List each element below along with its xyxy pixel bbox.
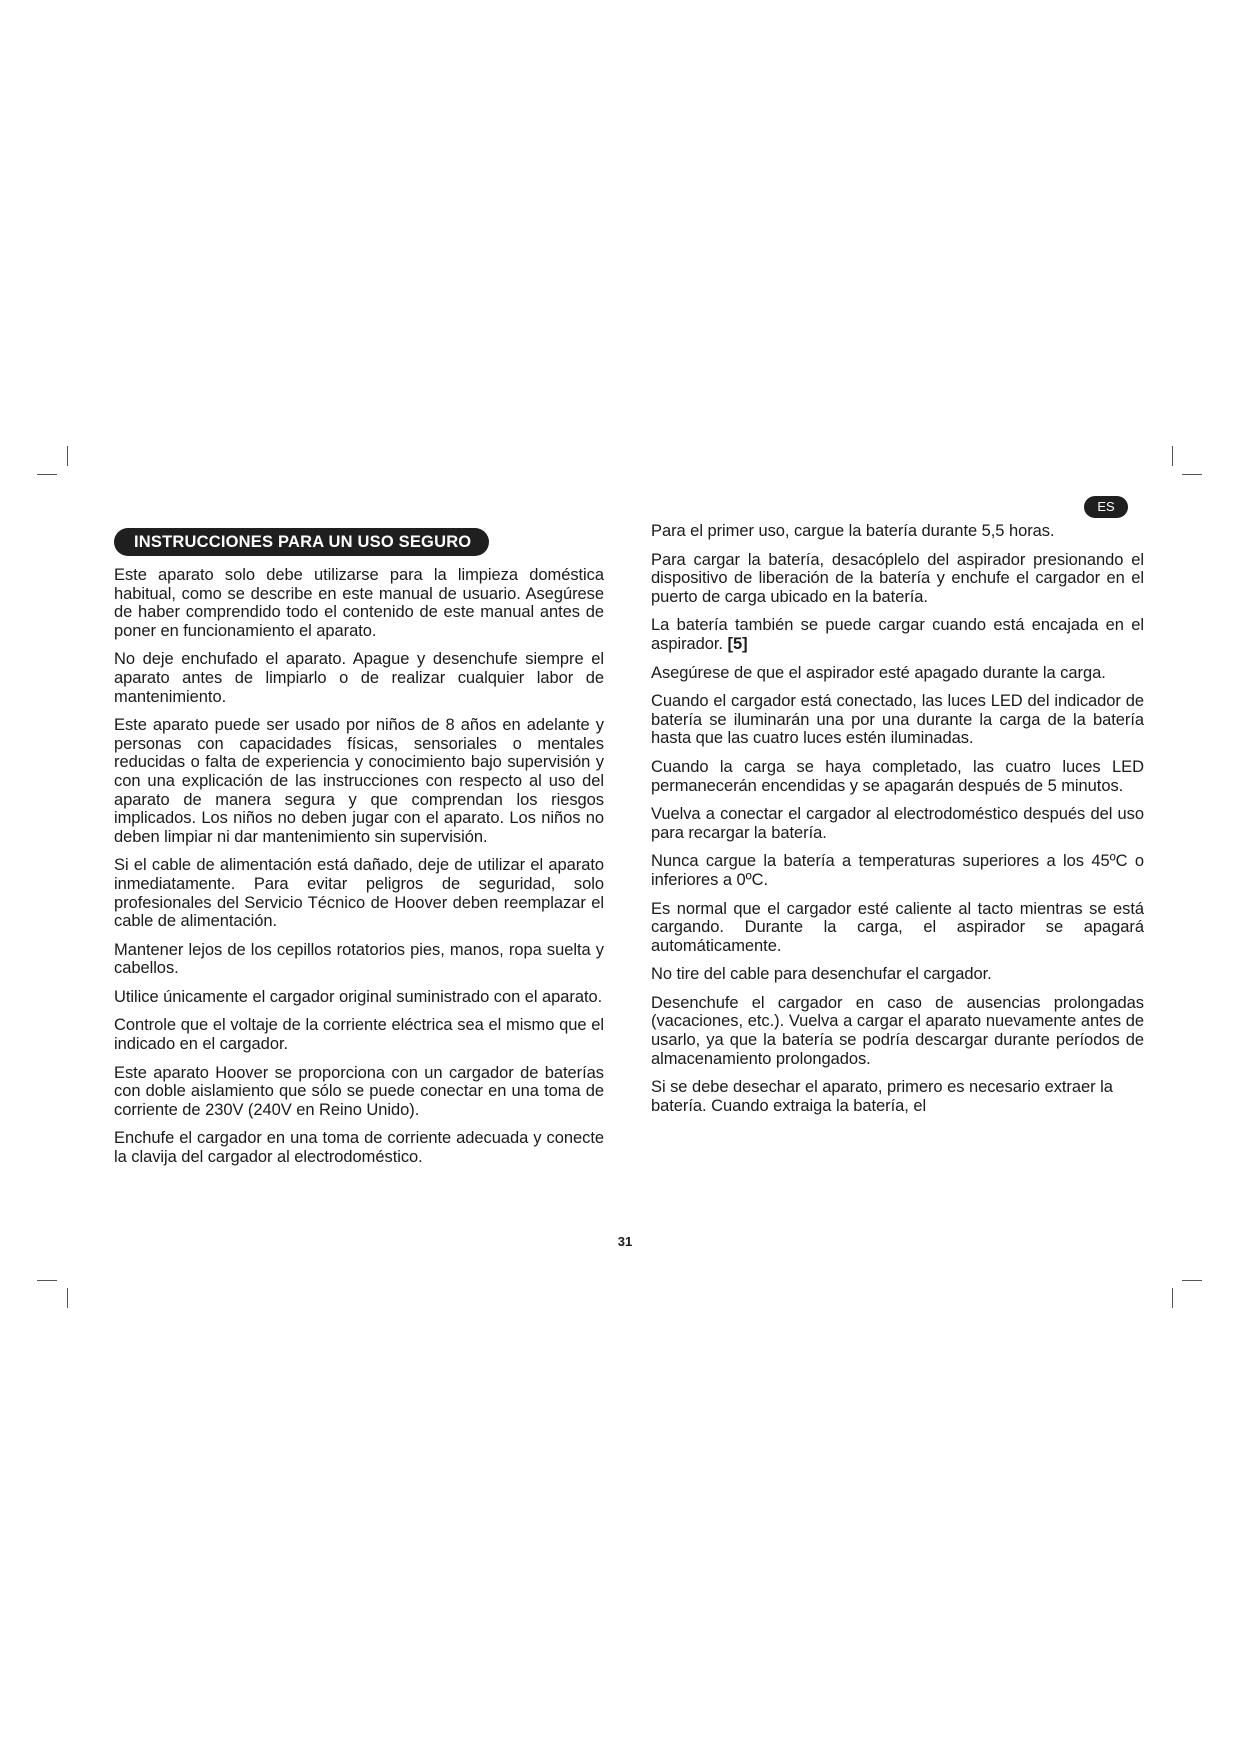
- paragraph: Cuando la carga se haya completado, las cuatro luces LED permanecerán encendidas y se apagarán después de 5 minutos.: [651, 757, 1144, 795]
- paragraph: Mantener lejos de los cepillos rotatorios pies, manos, ropa suelta y cabellos.: [114, 940, 604, 978]
- paragraph: Asegúrese de que el aspirador esté apagado durante la carga.: [651, 663, 1106, 682]
- paragraph: Desenchufe el cargador en caso de ausencias prolongadas (vacaciones, etc.). Vuelva a cargar el aparato nuevamente antes de usarlo, ya que la batería se podría descargar durante períodos de almacenamiento prolongados.: [651, 993, 1144, 1068]
- crop-mark-bottom-left-horizontal: [37, 1280, 57, 1281]
- paragraph-with-figure-ref: [651, 616, 1144, 653]
- crop-mark-bottom-left-vertical: [67, 1288, 68, 1308]
- paragraph: Si se debe desechar el aparato, primero es necesario extraer la batería. Cuando extraiga la batería, el: [651, 1078, 1113, 1115]
- language-badge: ES: [1084, 496, 1128, 518]
- paragraph: Utilice únicamente el cargador original suministrado con el aparato.: [114, 987, 603, 1006]
- crop-mark-bottom-right-horizontal: [1182, 1280, 1202, 1281]
- paragraph: Vuelva a conectar el cargador al electrodoméstico después del uso para recargar la batería.: [651, 805, 1144, 842]
- paragraph: Este aparato solo debe utilizarse para la limpieza doméstica habitual, como se describe en este manual de usuario. Asegúrese de haber comprendido todo el contenido de este manual antes de poner en funcionamiento el aparato.: [114, 566, 604, 640]
- left-column: [114, 528, 604, 1177]
- right-column: [651, 522, 1144, 1125]
- paragraph: Si el cable de alimentación está dañado, deje de utilizar el aparato inmediatamente. Para evitar peligros de seguridad, solo profesionales del Servicio Técnico de Hoover deben reemplazar el cable de alimentación.: [114, 856, 604, 931]
- crop-mark-bottom-right-vertical: [1172, 1288, 1173, 1308]
- paragraph: Controle que el voltaje de la corriente eléctrica sea el mismo que el indicado en el cargador.: [114, 1016, 604, 1054]
- section-heading: INSTRUCCIONES PARA UN USO SEGURO: [114, 528, 489, 556]
- paragraph: Este aparato Hoover se proporciona con un cargador de baterías con doble aislamiento que sólo se puede conectar en una toma de corriente de 230V (240V en Reino Unido).: [114, 1063, 604, 1119]
- paragraph: Enchufe el cargador en una toma de corriente adecuada y conecte la clavija del cargador al electrodoméstico.: [114, 1129, 604, 1167]
- crop-mark-top-left-vertical: [67, 446, 68, 466]
- paragraph: Cuando el cargador está conectado, las luces LED del indicador de batería se iluminarán una por una durante la carga de la batería hasta que las cuatro luces estén iluminadas.: [651, 692, 1144, 748]
- paragraph-text: La batería también se puede cargar cuando está encajada en el aspirador.: [651, 616, 1144, 653]
- crop-mark-top-right-vertical: [1172, 446, 1173, 466]
- page-number: 31: [617, 1234, 633, 1249]
- paragraph: Para cargar la batería, desacóplelo del aspirador presionando el dispositivo de liberación de la batería y enchufe el cargador en el puerto de carga ubicado en la batería.: [651, 550, 1144, 606]
- paragraph: No deje enchufado el aparato. Apague y desenchufe siempre el aparato antes de limpiarlo o de realizar cualquier labor de mantenimiento.: [114, 650, 604, 706]
- paragraph: Para el primer uso, cargue la batería durante 5,5 horas.: [651, 522, 1055, 540]
- paragraph: Este aparato puede ser usado por niños de 8 años en adelante y personas con capacidades físicas, sensoriales o mentales reducidas o falta de experiencia y conocimiento bajo supervisión y con una explicación de las instrucciones con respecto al uso del aparato de manera segura y que comprendan los riesgos implicados. Los niños no deben jugar con el aparato. Los niños no deben limpiar ni dar mantenimiento sin supervisión.: [114, 716, 604, 846]
- figure-reference: [5]: [727, 634, 748, 653]
- crop-mark-top-right-horizontal: [1182, 474, 1202, 475]
- paragraph: Es normal que el cargador esté caliente al tacto mientras se está cargando. Durante la carga, el aspirador se apagará automáticamente.: [651, 899, 1144, 955]
- paragraph: Nunca cargue la batería a temperaturas superiores a los 45ºC o inferiores a 0ºC.: [651, 852, 1144, 889]
- paragraph: No tire del cable para desenchufar el cargador.: [651, 965, 992, 984]
- crop-mark-top-left-horizontal: [37, 474, 57, 475]
